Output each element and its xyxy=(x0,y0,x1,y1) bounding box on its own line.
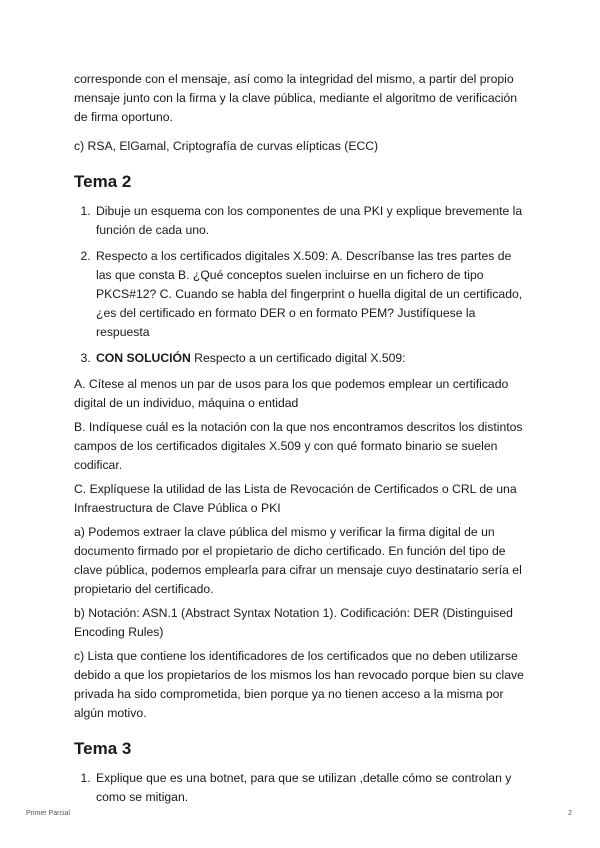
tema2-question-3 xyxy=(94,349,530,368)
tema2-section xyxy=(74,172,530,723)
page-number: 2 xyxy=(568,810,572,817)
subquestion-b: B. Indíquese cuál es la notación con la que nos encontramos descritos los distintos campos de los certificados digitales X.509 y con qué formato binario se suelen codificar. xyxy=(74,420,523,472)
tema3-heading: Tema 3 xyxy=(74,739,132,758)
answer-c-algorithms: c) RSA, ElGamal, Criptografía de curvas elípticas (ECC) xyxy=(74,139,379,153)
tema3-section xyxy=(74,739,530,807)
intro-paragraph: corresponde con el mensaje, así como la integridad del mismo, a partir del propio mensaje junto con la firma y la clave pública, mediante el algoritmo de verificación de firma oportuno. xyxy=(74,72,518,124)
tema2-question-3-text: Respecto a un certificado digital X.509: xyxy=(190,351,406,365)
tema3-question-list xyxy=(74,769,530,807)
subquestion-a: A. Cítese al menos un par de usos para los que podemos emplear un certificado digital de un individuo, máquina o entidad xyxy=(74,377,509,410)
intro-section xyxy=(74,70,530,156)
answer-c: c) Lista que contiene los identificadores de los certificados que no deben utilizarse debido a que los propietarios de los mismos los han revocado porque bien su clave privada ha sido comprometida, bien porque ya no tienen acceso a la misma por algún motivo. xyxy=(74,649,524,720)
tema2-question-1: 1. Dibuje un esquema con los componentes de una PKI y explique brevemente la función de cada uno. xyxy=(94,202,530,240)
answer-a: a) Podemos extraer la clave pública del mismo y verificar la firma digital de un documento firmado por el propietario de dicho certificado. En función del tipo de clave pública, podemos emplearla para cifrar un mensaje cuyo destinatario sería el propietario del certificado. xyxy=(74,525,522,596)
tema2-question-list xyxy=(74,202,530,368)
document-page xyxy=(74,70,530,814)
subquestion-c: C. Explíquese la utilidad de las Lista de Revocación de Certificados o CRL de una Infraestructura de Clave Pública o PKI xyxy=(74,482,517,515)
answer-b: b) Notación: ASN.1 (Abstract Syntax Notation 1). Codificación: DER (Distinguised Encoding Rules) xyxy=(74,606,513,639)
tema3-question-1: 1. Explique que es una botnet, para que se utilizan ,detalle cómo se controlan y como se mitigan. xyxy=(94,769,530,807)
solution-label: CON SOLUCIÓN xyxy=(96,351,191,365)
footer-title: Primer Parcial xyxy=(26,810,70,817)
tema2-question-2: 2. Respecto a los certificados digitales X.509: A. Descríbanse las tres partes de las que consta B. ¿Qué conceptos suelen incluirse en un fichero de tipo PKCS#12? C. Cuando se habla del fingerprint o huella digital de un certificado, ¿es del certificado en formato DER o en formato PEM? Justifíquese la respuesta xyxy=(94,247,530,342)
page-footer xyxy=(26,810,572,817)
tema2-heading: Tema 2 xyxy=(74,172,132,191)
